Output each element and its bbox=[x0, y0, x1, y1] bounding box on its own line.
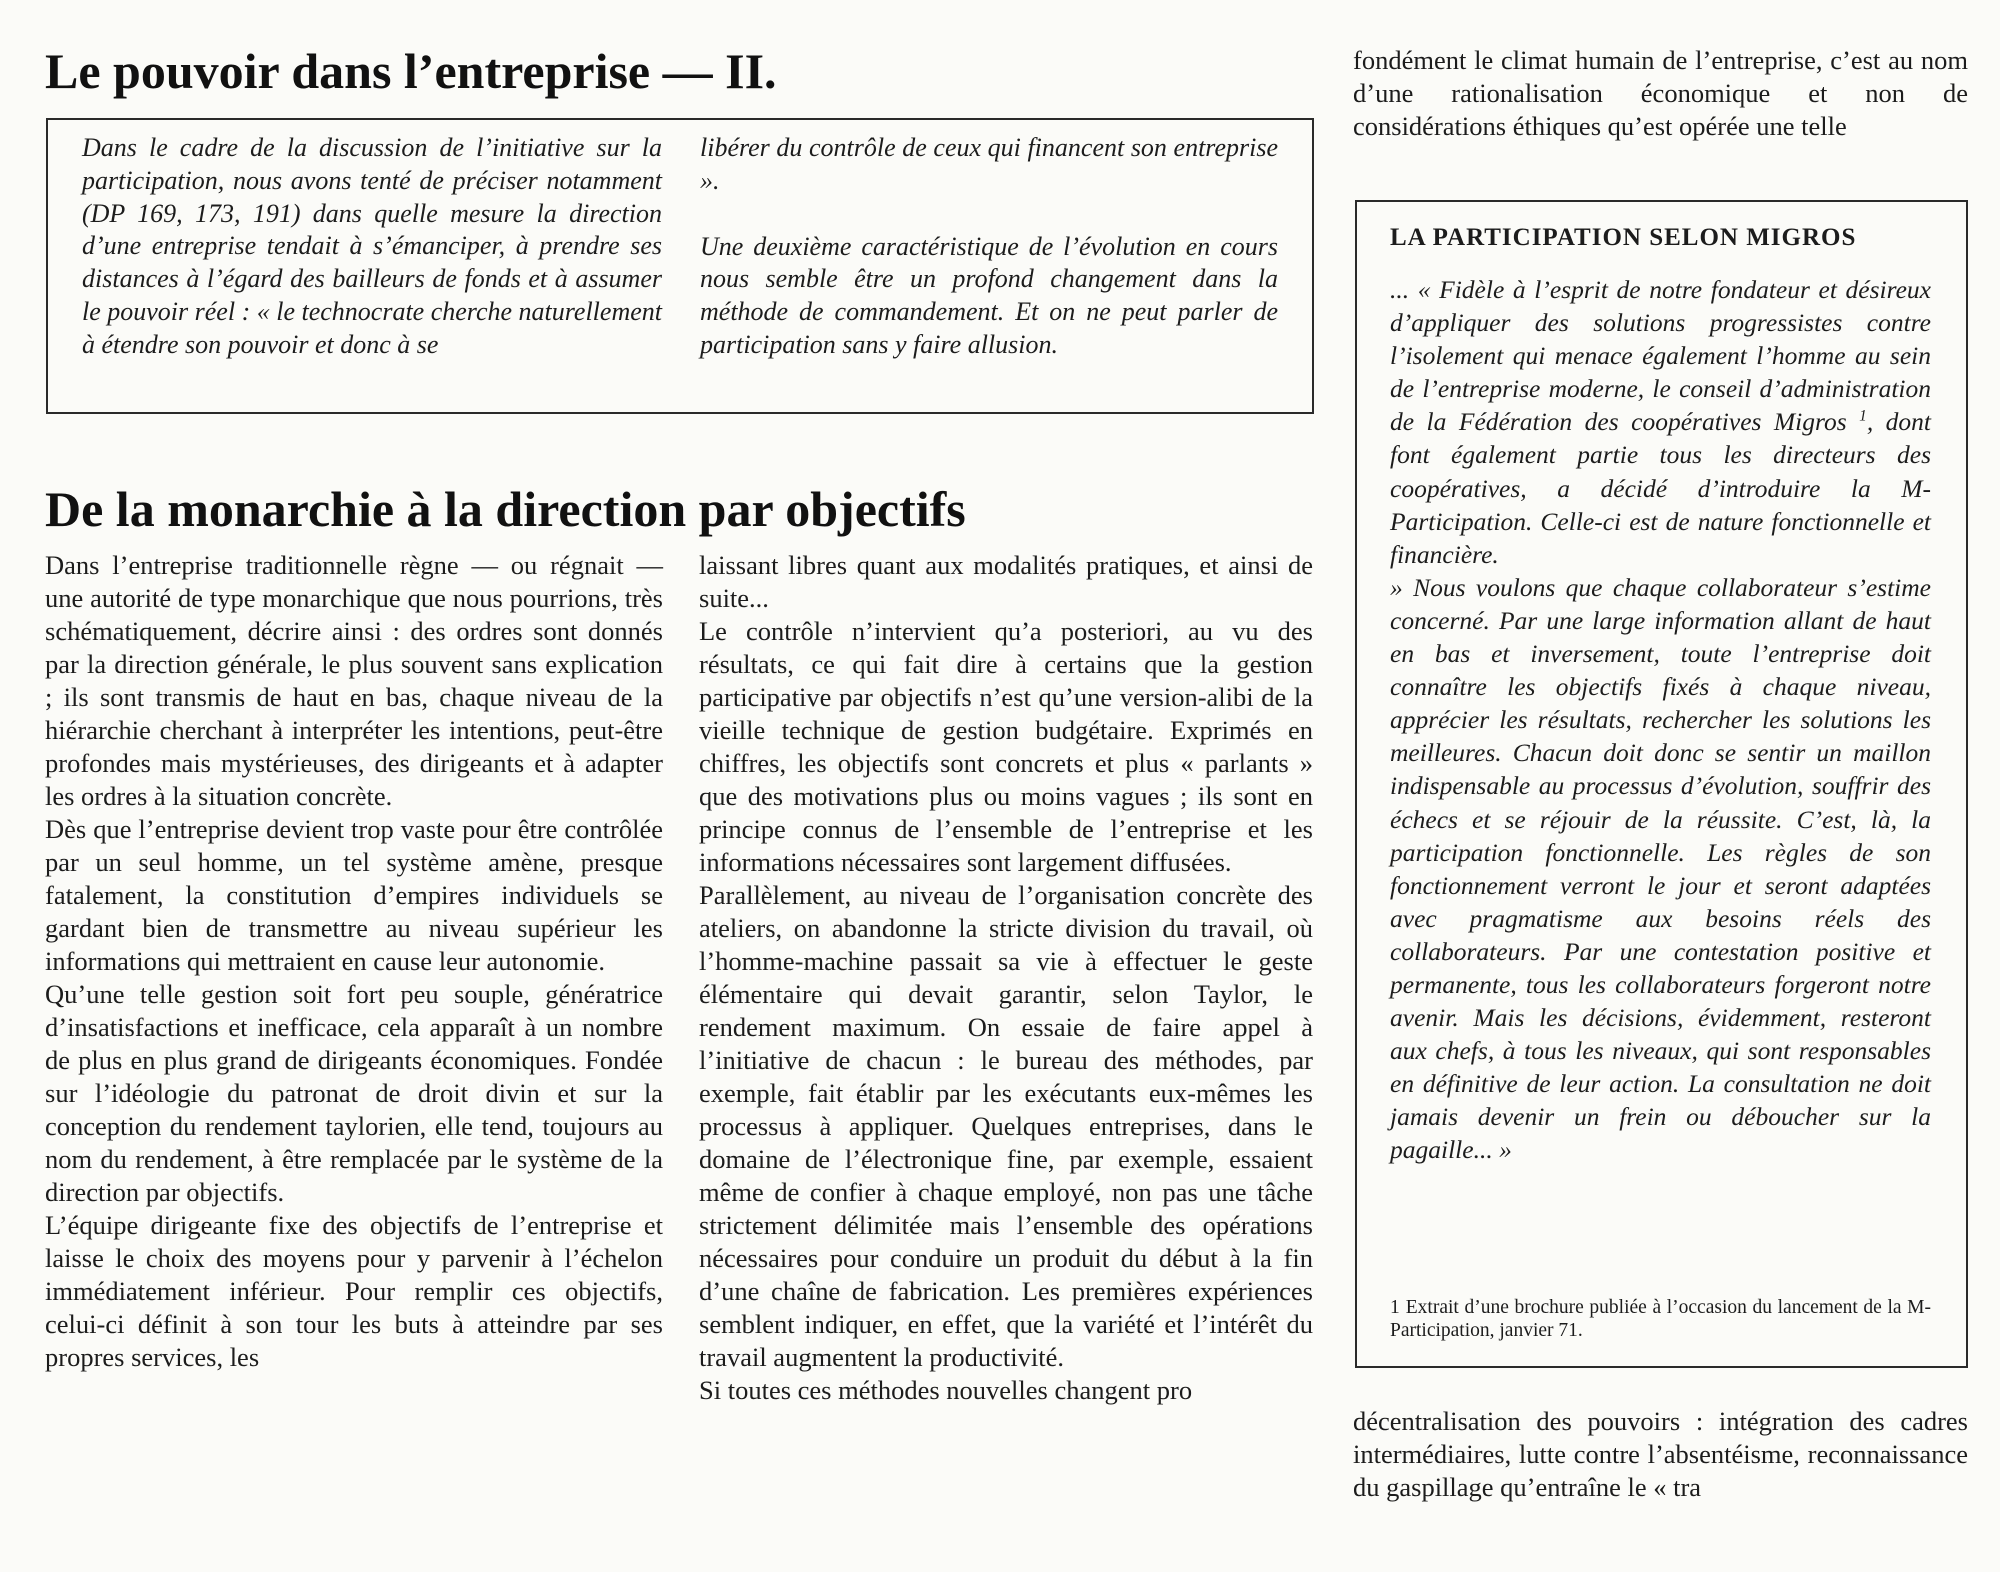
sidebar-text-part: ... « Fidèle à l’esprit de notre fondateur et désireux d’appliquer des solutions progressistes contre l’isolement qui menace également l’homme au sein de l’entreprise moderne, le conseil d’administration de la Fédération des coopératives Migros bbox=[1390, 275, 1931, 437]
article-title: Le pouvoir dans l’entreprise — II. bbox=[45, 43, 777, 99]
body-column-right bbox=[699, 549, 1313, 1407]
sidebar-paragraph bbox=[1390, 273, 1931, 571]
body-paragraph: Si toutes ces méthodes nouvelles changent pro bbox=[699, 1375, 1193, 1405]
body-paragraph: décentralisation des pouvoirs : intégration des cadres intermédiaires, lutte contre l’absentéisme, reconnaissance du gaspillage qu’entraîne le « tra bbox=[1353, 1406, 1968, 1502]
body-paragraph: laissant libres quant aux modalités pratiques, et ainsi de suite... bbox=[699, 550, 1313, 613]
body-paragraph: Dans l’entreprise traditionnelle règne — ou régnait — une autorité de type monarchique que nous pourrions, très schématiquement, décrire ainsi : des ordres sont donnés par la direction générale, le plus souvent sans explication ; ils sont transmis de haut en bas, chaque niveau de la hiérarchie cherchant à interpréter les intentions, peut-être profondes mais mystérieuses, des dirigeants et à adapter les ordres à la situation concrète. bbox=[45, 550, 663, 811]
sidebar-footnote bbox=[1390, 1296, 1931, 1342]
body-paragraph: L’équipe dirigeante fixe des objectifs de l’entreprise et laisse le choix des moyens pour y parvenir à l’échelon immédiatement inférieur. Pour remplir ces objectifs, celui-ci définit à son tour les buts à atteindre par ses propres services, les bbox=[45, 1210, 663, 1372]
intro-paragraph: libérer du contrôle de ceux qui financent son entreprise ». bbox=[700, 133, 1278, 195]
intro-paragraph: Dans le cadre de la discussion de l’initiative sur la participation, nous avons tenté de préciser notamment (DP 169, 173, 191) dans quelle mesure la direction d’une entreprise tendait à s’émanciper, à prendre ses distances à l’égard des bailleurs de fonds et à assumer le pouvoir réel : « le technocrate cherche naturellement à étendre son pouvoir et donc à se bbox=[82, 133, 662, 359]
body-paragraph: Le contrôle n’intervient qu’a posteriori, au vu des résultats, ce qui fait dire à certains que la gestion participative par objectifs n’est qu’une version-alibi de la vieille technique de gestion budgétaire. Exprimés en chiffres, les objectifs sont concrets et plus « parlants » que des motivations plus ou moins vagues ; ils sont en principe connus de l’ensemble de l’entreprise et les informations nécessaires sont largement diffusées. bbox=[699, 616, 1313, 877]
section-heading: De la monarchie à la direction par objectifs bbox=[45, 481, 966, 537]
sidebar-quote bbox=[1390, 273, 1931, 1167]
body-paragraph: Qu’une telle gestion soit fort peu souple, génératrice d’insatisfactions et inefficace, cela apparaît à un nombre de plus en plus grand de dirigeants économiques. Fondée sur l’idéologie du patronat de droit divin et sur la conception du rendement taylorien, elle tend, toujours au nom du rendement, à être remplacée par le système de la direction par objectifs. bbox=[45, 979, 663, 1207]
body-paragraph: fondément le climat humain de l’entreprise, c’est au nom d’une rationalisation économique et non de considérations éthiques qu’est opérée une telle bbox=[1353, 45, 1968, 141]
intro-right-column bbox=[700, 132, 1278, 362]
footnote-text: Extrait d’une brochure publiée à l’occasion du lancement de la M-Participation, janvier 71. bbox=[1390, 1297, 1931, 1341]
sidebar-paragraph: » Nous voulons que chaque collaborateur s’estime concerné. Par une large information allant de haut en bas et inversement, toute l’entreprise doit connaître les objectifs fixés à chaque niveau, apprécier les résultats, rechercher les solutions les meilleures. Chacun doit donc se sentir un maillon indispensable au processus d’évolution, souffrir des échecs et se réjouir de la réussite. C’est, là, la participation fonctionnelle. Les règles de son fonctionnement verront le jour et seront adaptées avec pragmatisme aux besoins réels des collaborateurs. Par une contestation positive et permanente, tous les collaborateurs forgeront notre avenir. Mais les décisions, évidemment, resteront aux chefs, à tous les niveaux, qui sont responsables en définitive de leur action. La consultation ne doit jamais devenir un frein ou déboucher sur la pagaille... » bbox=[1390, 572, 1931, 1165]
body-column-third-bottom bbox=[1353, 1405, 1968, 1504]
body-paragraph: Parallèlement, au niveau de l’organisation concrète des ateliers, on abandonne la stricte division du travail, où l’homme-machine passait sa vie à effectuer le geste élémentaire qui devait garantir, selon Taylor, le rendement maximum. On essaie de faire appel à l’initiative de chacun : le bureau des méthodes, par exemple, fait établir par les exécutants eux-mêmes les processus à appliquer. Quelques entreprises, dans le domaine de l’électronique fine, par exemple, essaient même de confier à chaque employé, non pas une tâche strictement délimitée mais l’ensemble des opérations nécessaires pour conduire un produit du début à la fin d’une chaîne de fabrication. Les premières expériences semblent indiquer, en effet, que la variété et l’intérêt du travail augmentent la productivité. bbox=[699, 880, 1313, 1372]
sidebar-title: LA PARTICIPATION SELON MIGROS bbox=[1390, 224, 1857, 251]
intro-paragraph: Une deuxième caractéristique de l’évolution en cours nous semble être un profond changement dans la méthode de commandement. Et on ne peut parler de participation sans y faire allusion. bbox=[700, 231, 1278, 359]
footnote-marker: 1 bbox=[1859, 407, 1867, 425]
body-column-third-top bbox=[1353, 44, 1968, 143]
body-column-left bbox=[45, 549, 663, 1374]
sidebar-text-part: , dont font également partie tous les directeurs des coopératives, a décidé d’introduire la M-Participation. Celle-ci est de nature fonctionnelle et financière. bbox=[1390, 407, 1932, 569]
intro-left-column bbox=[82, 132, 662, 362]
footnote-number: 1 bbox=[1390, 1297, 1400, 1318]
body-paragraph: Dès que l’entreprise devient trop vaste pour être contrôlée par un seul homme, un tel système amène, presque fatalement, la constitution d’empires individuels se gardant bien de transmettre au niveau supérieur les informations qui mettraient en cause leur autonomie. bbox=[45, 814, 663, 976]
